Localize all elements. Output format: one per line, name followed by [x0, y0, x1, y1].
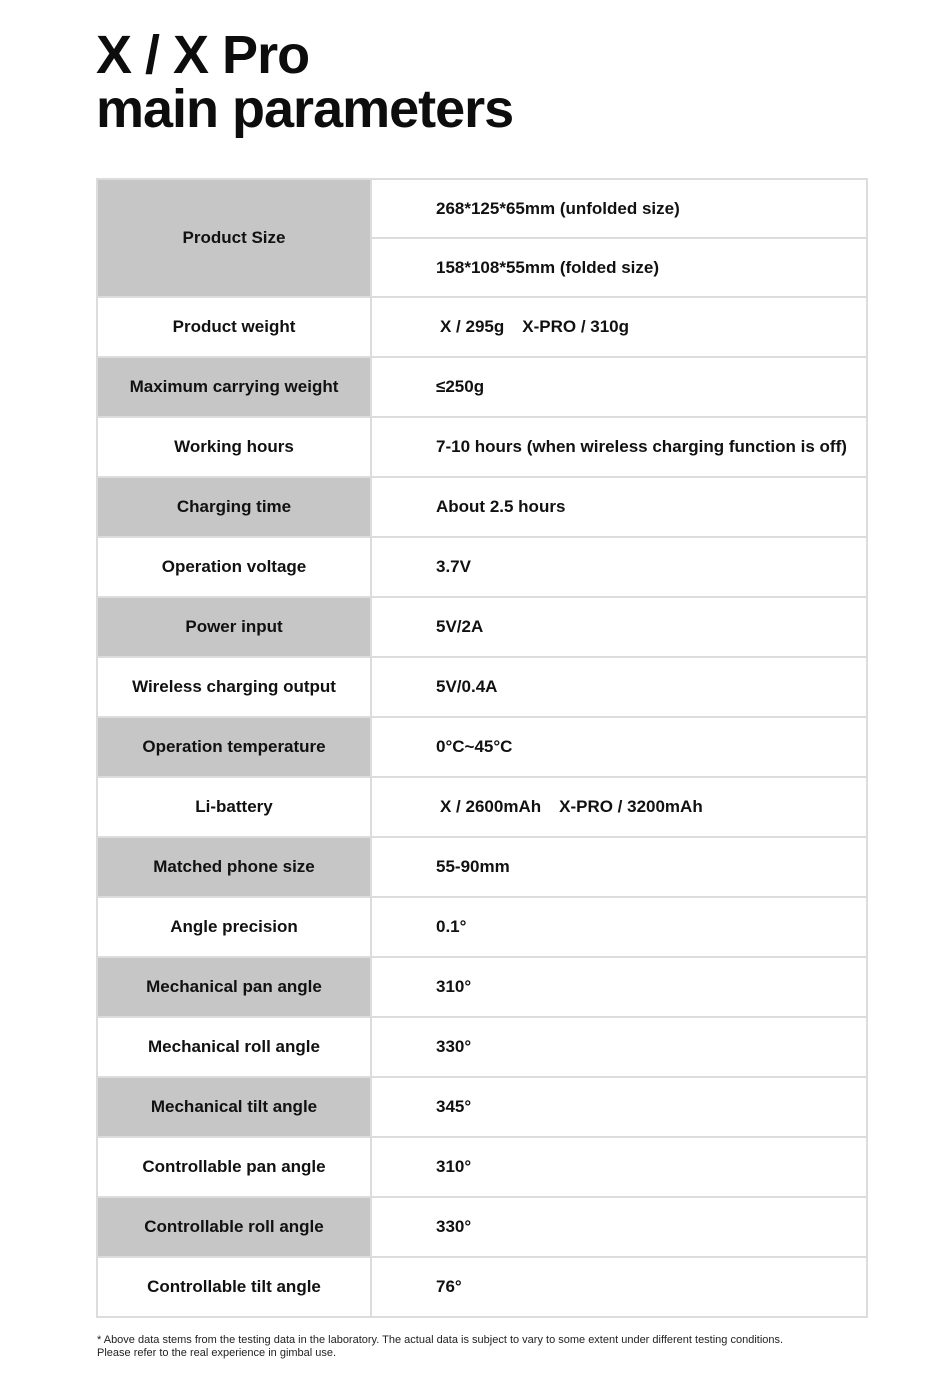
value-x-pro: X-PRO / 310g — [522, 317, 630, 336]
row-label: Maximum carrying weight — [97, 357, 371, 417]
row-value: 0.1° — [371, 897, 867, 957]
row-value: 5V/2A — [371, 597, 867, 657]
row-label: Mechanical pan angle — [97, 957, 371, 1017]
table-row — [97, 657, 867, 717]
table-row — [97, 777, 867, 837]
table-row — [97, 537, 867, 597]
row-value: 76° — [371, 1257, 867, 1317]
row-label: Operation temperature — [97, 717, 371, 777]
row-label: Controllable pan angle — [97, 1137, 371, 1197]
row-value: 55-90mm — [371, 837, 867, 897]
row-label: Charging time — [97, 477, 371, 537]
table-row — [97, 1137, 867, 1197]
row-value: 3.7V — [371, 537, 867, 597]
row-value-unfolded: 268*125*65mm (unfolded size) — [371, 179, 867, 238]
row-value: ≤250g — [371, 357, 867, 417]
row-label: Product Size — [97, 179, 371, 297]
value-x-pro: X-PRO / 3200mAh — [559, 797, 703, 816]
value-x: X / 2600mAh — [440, 797, 542, 816]
row-value: About 2.5 hours — [371, 477, 867, 537]
table-row — [97, 1257, 867, 1317]
row-label: Product weight — [97, 297, 371, 357]
table-row — [97, 1017, 867, 1077]
row-value: 0°C~45°C — [371, 717, 867, 777]
row-value — [371, 297, 867, 357]
row-value: 310° — [371, 957, 867, 1017]
title-line-2: main parameters — [96, 79, 514, 139]
row-label: Controllable tilt angle — [97, 1257, 371, 1317]
row-value-folded: 158*108*55mm (folded size) — [371, 238, 867, 297]
row-label: Wireless charging output — [97, 657, 371, 717]
title-line-1: X / X Pro — [96, 25, 310, 85]
table-row — [97, 837, 867, 897]
footnote-line-1: * Above data stems from the testing data in the laboratory. The actual data is subject to vary to some extent under different testing conditions. — [97, 1334, 784, 1346]
row-label: Matched phone size — [97, 837, 371, 897]
table-row-product-size — [97, 179, 867, 238]
row-value — [371, 777, 867, 837]
row-label: Controllable roll angle — [97, 1197, 371, 1257]
table-row — [97, 297, 867, 357]
table-row — [97, 417, 867, 477]
table-row — [97, 717, 867, 777]
page-title — [96, 25, 514, 139]
row-value: 330° — [371, 1017, 867, 1077]
row-label: Angle precision — [97, 897, 371, 957]
table-row — [97, 957, 867, 1017]
table-row — [97, 357, 867, 417]
row-label: Operation voltage — [97, 537, 371, 597]
table-row — [97, 897, 867, 957]
row-value: 345° — [371, 1077, 867, 1137]
table-row — [97, 477, 867, 537]
row-value: 5V/0.4A — [371, 657, 867, 717]
row-label: Power input — [97, 597, 371, 657]
row-label: Working hours — [97, 417, 371, 477]
spec-table — [96, 178, 868, 1318]
value-x: X / 295g — [440, 317, 505, 336]
row-label: Li-battery — [97, 777, 371, 837]
table-row — [97, 1197, 867, 1257]
row-value: 330° — [371, 1197, 867, 1257]
row-value: 7-10 hours (when wireless charging function is off) — [371, 417, 867, 477]
row-value: 310° — [371, 1137, 867, 1197]
table-row — [97, 1077, 867, 1137]
row-label: Mechanical tilt angle — [97, 1077, 371, 1137]
table-row — [97, 597, 867, 657]
footnote-line-2: Please refer to the real experience in gimbal use. — [97, 1346, 337, 1359]
footnote — [97, 1334, 783, 1359]
row-label: Mechanical roll angle — [97, 1017, 371, 1077]
